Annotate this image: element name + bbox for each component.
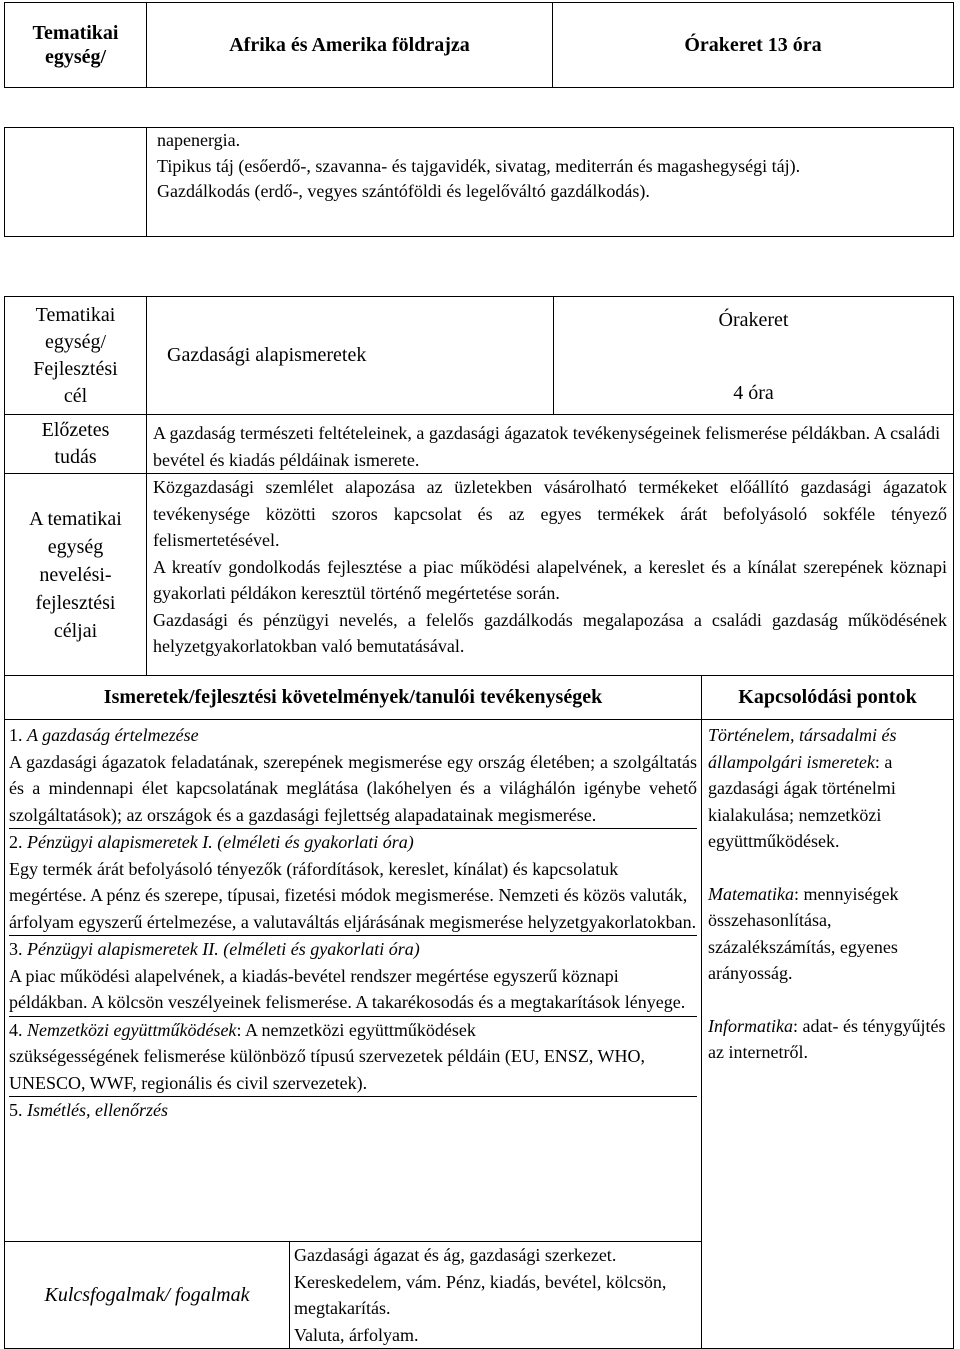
hours-label: Órakeret	[718, 309, 789, 331]
section-number: 1.	[9, 725, 23, 745]
connection-subject: Történelem, társadalmi és állampolgári ismeretek	[708, 725, 897, 772]
previous-content-label-cell	[5, 128, 147, 237]
section-number: 5.	[9, 1100, 23, 1120]
connection-text: : adat- és ténygyűjtés az internetről.	[708, 1015, 946, 1062]
goals-paragraph-3: Gazdasági és pénzügyi nevelés, a felelős gazdálkodás megalapozása a családi gazdaság működésének helyzetgyakorlatokban való bemutatásával.	[153, 609, 947, 656]
unit-title: Gazdasági alapismeretek	[167, 344, 367, 366]
goals-label-line: fejlesztési	[35, 591, 116, 614]
section-number: 4.	[9, 1019, 23, 1040]
previous-content-cell	[147, 128, 954, 237]
section-title: Nemzetközi együttműködések	[27, 1019, 237, 1040]
section-body: Egy termék árát befolyásoló tényezők (ráfordítások, kereslet, kínálat) és kapcsolatuk megértése. A pénz és szerepe, típusai, fizetési módok megismerése. Nemzeti és közös valuták, árfolyam egyszerű értelmezése, a valutaváltás eljárásának megismerése helyzetgyakorlatokban.	[9, 858, 697, 932]
section-number: 2.	[9, 832, 23, 852]
unit-hours: Órakeret 13 óra	[553, 3, 954, 88]
keywords-label: Kulcsfogalmak/ fogalmak	[5, 1242, 290, 1349]
hours-cell	[554, 297, 954, 415]
hours-value: 4 óra	[733, 382, 774, 404]
prior-knowledge-label-cell	[5, 415, 147, 474]
section-1	[9, 720, 697, 829]
section-3	[9, 936, 697, 1017]
unit-label-line: Fejlesztési	[33, 357, 118, 380]
unit-title: Afrika és Amerika földrajza	[147, 3, 553, 88]
goals-label-line: céljai	[53, 619, 98, 642]
goals-paragraph-1: Közgazdasági szemlélet alapozása az üzletekben vásárolható termékeket előállító gazdasági ágazatok tevékenysége közötti szoros kapcsolat és az egyes termékek árát befolyásoló sokféle tényező felismertetésével.	[153, 477, 947, 550]
goals-label-line: egység	[47, 535, 104, 558]
unit-title-cell	[147, 297, 554, 415]
section-title: Pénzügyi alapismeretek II. (elméleti és gyakorlati óra)	[27, 939, 420, 959]
section-heading	[9, 936, 697, 963]
connection-subject: Matematika	[708, 883, 794, 904]
connections-column-header: Kapcsolódási pontok	[702, 676, 954, 720]
unit-label-line-2: egység/	[44, 46, 107, 68]
section-heading	[9, 722, 697, 749]
section-title: A gazdaság értelmezése	[27, 725, 199, 745]
connection-subject: Informatika	[708, 1015, 793, 1036]
section-heading	[9, 829, 697, 856]
top-header-table	[4, 2, 954, 88]
goals-text-cell	[147, 474, 954, 676]
section-5	[9, 1097, 697, 1124]
connection-informatics	[708, 1013, 947, 1066]
unit-label-cell	[5, 3, 147, 88]
goals-label-line: A tematikai	[29, 507, 122, 530]
goals-paragraph-2: A kreatív gondolkodás fejlesztése a piac működési alapelvének, a kereslet és a kínálat szerepének köznapi gyakorlati példákon keresztül történő megértetése során.	[153, 556, 947, 603]
requirements-column-header: Ismeretek/fejlesztési követelmények/tanulói tevékenységek	[5, 676, 702, 720]
section-title: Ismétlés, ellenőrzés	[27, 1100, 168, 1120]
connection-text: : mennyiségek összehasonlítása, százalékszámítás, egyenes arányosság.	[708, 883, 899, 983]
unit-label-line: cél	[63, 384, 88, 407]
unit-label-line: egység/	[44, 330, 107, 353]
previous-content-line-2: Tipikus táj (esőerdő-, szavanna- és tajgavidék, sivatag, mediterrán és magashegységi táj).	[157, 155, 801, 176]
connection-math	[708, 881, 947, 987]
section-body: A gazdasági ágazatok feladatának, szerepének megismerése egy ország életében; a szolgáltatás és a mindennapi élet kapcsolatának meglátása (lakóhelyen és a világhálón igénybe vehető szolgáltatások); az országok és a gazdasági fejlettség alapadatainak megismerése.	[9, 751, 697, 825]
keywords-line-3: Valuta, árfolyam.	[294, 1324, 419, 1345]
prior-knowledge-label-line: tudás	[54, 446, 97, 468]
unit-label-cell	[5, 297, 147, 415]
connections-cell	[702, 720, 954, 1349]
goals-label-cell	[5, 474, 147, 676]
prior-knowledge-label-line: Előzetes	[41, 419, 110, 441]
keywords-line-2: Kereskedelem, vám. Pénz, kiadás, bevétel, kölcsön, megtakarítás.	[294, 1271, 667, 1318]
prior-knowledge-text: A gazdaság természeti feltételeinek, a gazdasági ágazatok tevékenységeinek felismerése példákban. A családi bevétel és kiadás példáinak ismerete.	[147, 415, 954, 474]
previous-content-table	[4, 127, 954, 237]
section-number: 3.	[9, 939, 23, 959]
connection-text: : a gazdasági ágak történelmi kialakulása; nemzetközi együttműködések.	[708, 751, 896, 851]
keywords-line-1: Gazdasági ágazat és ág, gazdasági szerkezet.	[294, 1245, 617, 1265]
section-2	[9, 829, 697, 936]
section-title-rest: : A nemzetközi együttműködések	[236, 1019, 476, 1040]
main-unit-table	[4, 296, 954, 1349]
goals-label-line: nevelési-	[39, 563, 112, 586]
section-heading	[9, 1097, 697, 1124]
section-title: Pénzügyi alapismeretek I. (elméleti és gyakorlati óra)	[27, 832, 414, 852]
connection-history	[708, 720, 947, 855]
section-heading	[9, 1017, 697, 1044]
previous-content-line-1: napenergia.	[157, 130, 241, 150]
section-body: A piac működési alapelvének, a kiadás-bevétel rendszer megértése egyszerű köznapi példákban. A kölcsön veszélyeinek felismerése. A takarékosodás és a megtakarítások lényege.	[9, 965, 686, 1012]
keywords-cell	[290, 1242, 702, 1349]
section-body: szükségességének felismerése különböző típusú szervezetek példáin (EU, ENSZ, WHO, UNESCO, WWF, regionális és civil szervezetek).	[9, 1046, 645, 1093]
previous-content-line-3: Gazdálkodás (erdő-, vegyes szántóföldi és legelőváltó gazdálkodás).	[157, 181, 650, 201]
unit-label-line: Tematikai	[35, 303, 116, 326]
requirements-cell	[5, 720, 702, 1242]
section-4	[9, 1017, 697, 1098]
unit-label-line-1: Tematikai	[32, 22, 119, 44]
